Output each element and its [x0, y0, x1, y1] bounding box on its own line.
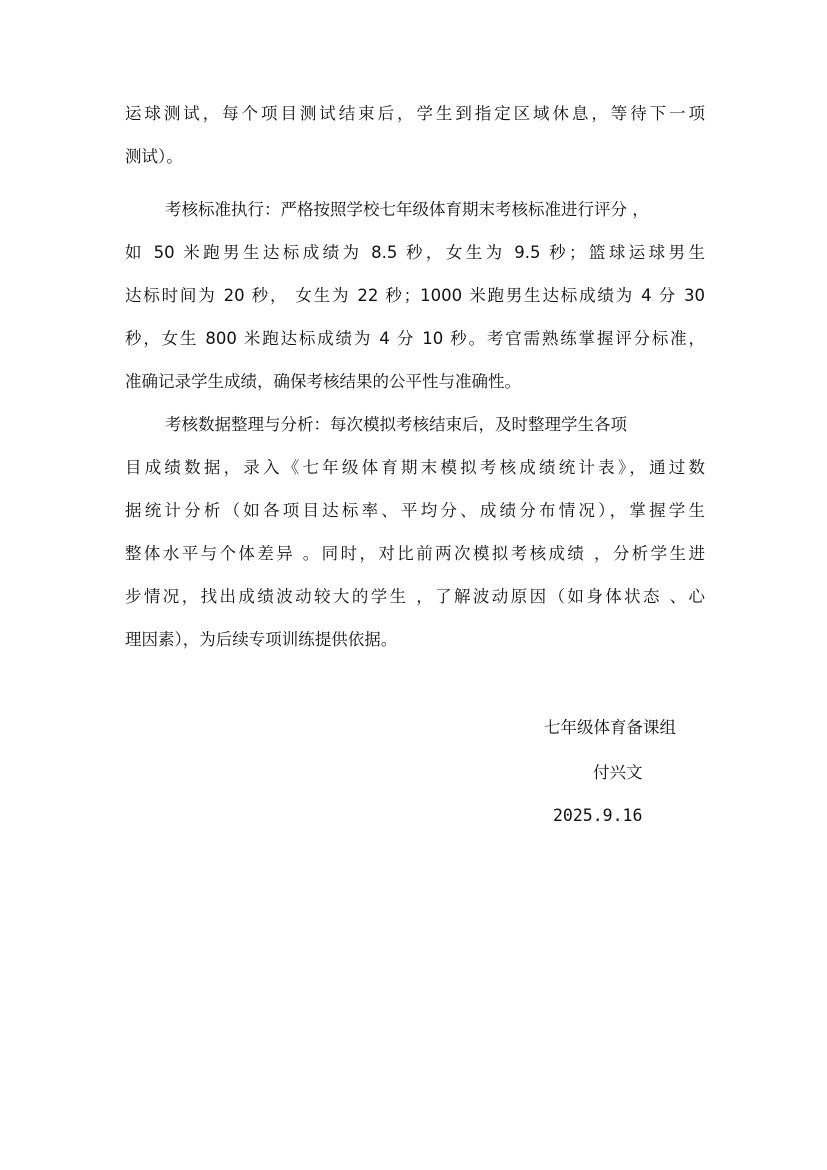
- paragraph-2-line-4: 秒，女生 800 米跑达标成绩为 4 分 10 秒。考官需熟练掌握评分标准，: [125, 329, 705, 348]
- paragraph-2-line-5: 准确记录学生成绩，确保考核结果的公平性与准确性。: [125, 372, 521, 391]
- paragraph-1-line-1: 运球测试，每个项目测试结束后，学生到指定区域休息，等待下一项: [125, 104, 705, 123]
- signature-name: 付兴文: [593, 763, 643, 782]
- signature-group: 七年级体育备课组: [544, 718, 676, 737]
- paragraph-1-line-2: 测试）。: [125, 147, 183, 166]
- paragraph-3-line-5: 步情况，找出成绩波动较大的学生 ，了解波动原因（如身体状态 、心: [125, 587, 705, 606]
- signature-date: 2025.9.16: [553, 806, 643, 825]
- paragraph-2-line-2: 如 50 米跑男生达标成绩为 8.5 秒，女生为 9.5 秒；篮球运球男生: [125, 243, 705, 262]
- paragraph-3-line-3: 据统计分析（如各项目达标率、平均分、成绩分布情况），掌握学生: [125, 501, 705, 520]
- paragraph-3-line-4: 整体水平与个体差异 。同时，对比前两次模拟考核成绩 ，分析学生进: [125, 544, 705, 563]
- paragraph-3-line-1: 考核数据整理与分析：每次模拟考核结束后，及时整理学生各项: [165, 415, 627, 434]
- paragraph-3-line-6: 理因素），为后续专项训练提供依据。: [125, 630, 398, 649]
- paragraph-2-line-1: 考核标准执行：严格按照学校七年级体育期末考核标准进行评分 ，: [165, 200, 649, 219]
- paragraph-2-line-3: 达标时间为 20 秒， 女生为 22 秒；1000 米跑男生达标成绩为 4 分 30: [125, 286, 705, 305]
- paragraph-3-line-2: 目成绩数据，录入《七年级体育期末模拟考核成绩统计表》，通过数: [125, 458, 705, 477]
